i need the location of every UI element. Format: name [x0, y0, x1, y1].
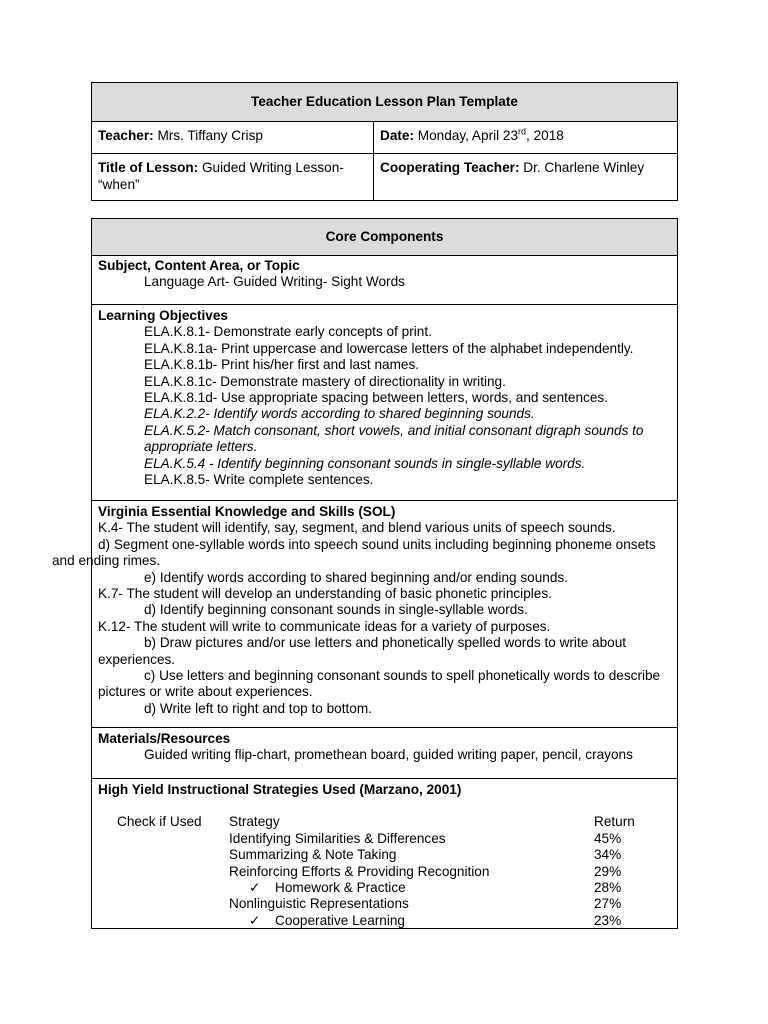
objectives-heading: Learning Objectives: [98, 308, 228, 323]
subject-heading: Subject, Content Area, or Topic: [98, 258, 300, 273]
cooperating-teacher-value: Dr. Charlene Winley: [523, 160, 645, 175]
strategies-table: [98, 814, 671, 934]
sol-section: [52, 501, 677, 728]
strategy-return: 34%: [594, 847, 622, 863]
sol-standard: K.12- The student will write to communicate ideas for a variety of purposes.: [98, 618, 551, 634]
lesson-title-label: Title of Lesson:: [98, 160, 199, 175]
lesson-title-cell: [92, 154, 374, 200]
strategies-heading: High Yield Instructional Strategies Used (Marzano, 2001): [98, 782, 462, 797]
objective-item: ELA.K.8.1b- Print his/her first and last names.: [144, 357, 420, 373]
strategy-name: Summarizing & Note Taking: [229, 847, 397, 863]
objective-item: ELA.K.8.1c- Demonstrate mastery of directionality in writing.: [144, 373, 506, 389]
objective-item: ELA.K.8.1d- Use appropriate spacing between letters, words, and sentences.: [144, 390, 608, 406]
check-icon: ✓: [249, 912, 261, 928]
strategy-name: Nonlinguistic Representations: [229, 896, 409, 912]
materials-section: [92, 728, 677, 779]
strategies-section: [92, 779, 677, 929]
lesson-info-table: [91, 82, 678, 201]
strategy-return: 23%: [594, 912, 622, 928]
teacher-label: Teacher:: [98, 128, 154, 143]
objective-item: ELA.K.8.5- Write complete sentences.: [144, 472, 374, 488]
return-column-header: Return: [594, 814, 635, 830]
check-column-header: Check if Used: [117, 814, 202, 830]
strategy-name: Reinforcing Efforts & Providing Recognition: [229, 863, 490, 879]
template-title: Teacher Education Lesson Plan Template: [92, 83, 677, 122]
sol-sub-item: d) Identify beginning consonant sounds in single-syllable words.: [144, 602, 528, 618]
teacher-cell: [92, 122, 374, 153]
materials-heading: Materials/Resources: [98, 731, 231, 746]
strategy-name: Cooperative Learning: [275, 912, 405, 928]
core-components-title: Core Components: [92, 219, 677, 256]
strategy-return: 27%: [594, 896, 622, 912]
date-label: Date:: [380, 128, 414, 143]
strategy-column-header: Strategy: [229, 814, 280, 830]
strategy-return: 28%: [594, 880, 622, 895]
teacher-value: Mrs. Tiffany Crisp: [157, 128, 263, 143]
sol-standard: K.4- The student will identify, say, segment, and blend various units of speech sounds.: [98, 520, 616, 536]
info-row: [92, 154, 677, 200]
sol-heading: Virginia Essential Knowledge and Skills (SOL): [98, 504, 396, 519]
strategy-name: Homework & Practice: [275, 880, 406, 895]
sol-sub-item: c) Use letters and beginning consonant sounds to spell phonetically words to describe pictures or write about experiences.: [98, 668, 661, 700]
subject-section: [92, 256, 677, 305]
strategy-name: Identifying Similarities & Differences: [229, 830, 446, 846]
date-cell: [374, 122, 677, 153]
strategy-return: 45%: [594, 830, 622, 846]
date-value: Monday, April 23rd, 2018: [417, 126, 564, 143]
cooperating-teacher-label: Cooperating Teacher:: [380, 160, 520, 175]
objective-item: ELA.K.5.4 - Identify beginning consonant sounds in single-syllable words.: [144, 455, 586, 471]
sol-sub-item: d) Write left to right and top to bottom.: [144, 700, 372, 716]
subject-value: Language Art- Guided Writing- Sight Words: [144, 274, 405, 290]
info-row: [92, 122, 677, 154]
objective-item: ELA.K.8.1a- Print uppercase and lowercase letters of the alphabet independently.: [144, 340, 634, 356]
strategy-row-checked: [229, 913, 405, 929]
core-components-table: [52, 218, 678, 929]
sol-standard: K.7- The student will develop an understanding of basic phonetic principles.: [98, 586, 552, 602]
sol-sub-item: e) Identify words according to shared beginning and/or ending sounds.: [144, 569, 568, 585]
cooperating-teacher-cell: [374, 154, 677, 200]
objective-item: ELA.K.2.2- Identify words according to shared beginning sounds.: [144, 406, 535, 422]
sol-sub-item: d) Segment one-syllable words into speech sound units including beginning phoneme onsets and ending rimes.: [52, 536, 656, 569]
check-icon: ✓: [249, 880, 261, 895]
objective-item: ELA.K.8.1- Demonstrate early concepts of print.: [144, 324, 432, 340]
materials-value: Guided writing flip-chart, promethean board, guided writing paper, pencil, crayons: [144, 747, 633, 763]
sol-sub-item: b) Draw pictures and/or use letters and phonetically spelled words to write about experiences.: [98, 635, 627, 667]
learning-objectives-section: [92, 305, 677, 501]
objective-item: ELA.K.5.2- Match consonant, short vowels, and initial consonant digraph sounds to appropriate letters.: [144, 422, 644, 455]
strategy-row-checked: [229, 880, 406, 896]
lesson-title-value: Guided Writing Lesson- “when”: [98, 160, 344, 192]
strategy-return: 29%: [594, 863, 622, 879]
